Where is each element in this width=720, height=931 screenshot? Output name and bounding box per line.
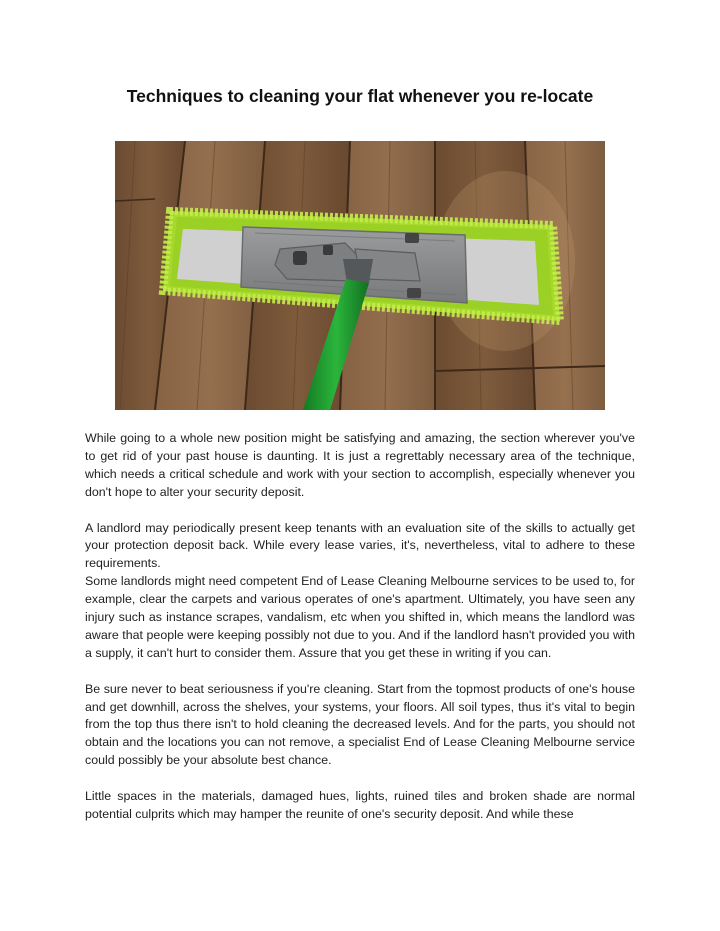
paragraph-cleaning-order: Be sure never to beat seriousness if you're cleaning. Start from the topmost products of one's house and get downhill, across the shelves, your systems, your floors. All soil types, thus it's vital to begin from the top thus there isn't to hold cleaning the decreased levels. And for the parts, you should not obtain and the locations you can not remove, a specialist End of Lease Cleaning Melbourne service could possibly be your absolute best chance. (85, 681, 635, 768)
paragraph-landlord-evaluation: A landlord may periodically present keep tenants with an evaluation site of the skills to actually get your protection deposit back. While every lease varies, it's, nevertheless, vital to adhere to these requirements. (85, 520, 635, 571)
paragraph-landlord-services: Some landlords might need competent End of Lease Cleaning Melbourne services to be used to, for example, clear the carpets and various operates of one's apartment. Ultimately, you have seen any injury such as instance scrapes, vandalism, etc when you shifted in, which means the landlord was aware that people were keeping possibly not due to you. And if the landlord hasn't provided you with a supply, it can't hurt to consider them. Assure that you get these in writing if you can. (85, 574, 635, 660)
paragraph-intro: While going to a whole new position might be satisfying and amazing, the section wherever you've to get rid of your past house is daunting. It is just a regrettably necessary area of the technique, which needs a critical schedule and work with your section to accomplish, especially whenever you don't hope to alter your security deposit. (85, 431, 635, 499)
paragraph-small-spaces: Little spaces in the materials, damaged hues, lights, ruined tiles and broken shade are normal potential culprits which may hamper the reunite of one's security deposit. And while these (85, 789, 635, 821)
page-title: Techniques to cleaning your flat whenever you re-locate (126, 86, 594, 106)
article-body (85, 430, 635, 824)
mop-photo (115, 141, 605, 410)
